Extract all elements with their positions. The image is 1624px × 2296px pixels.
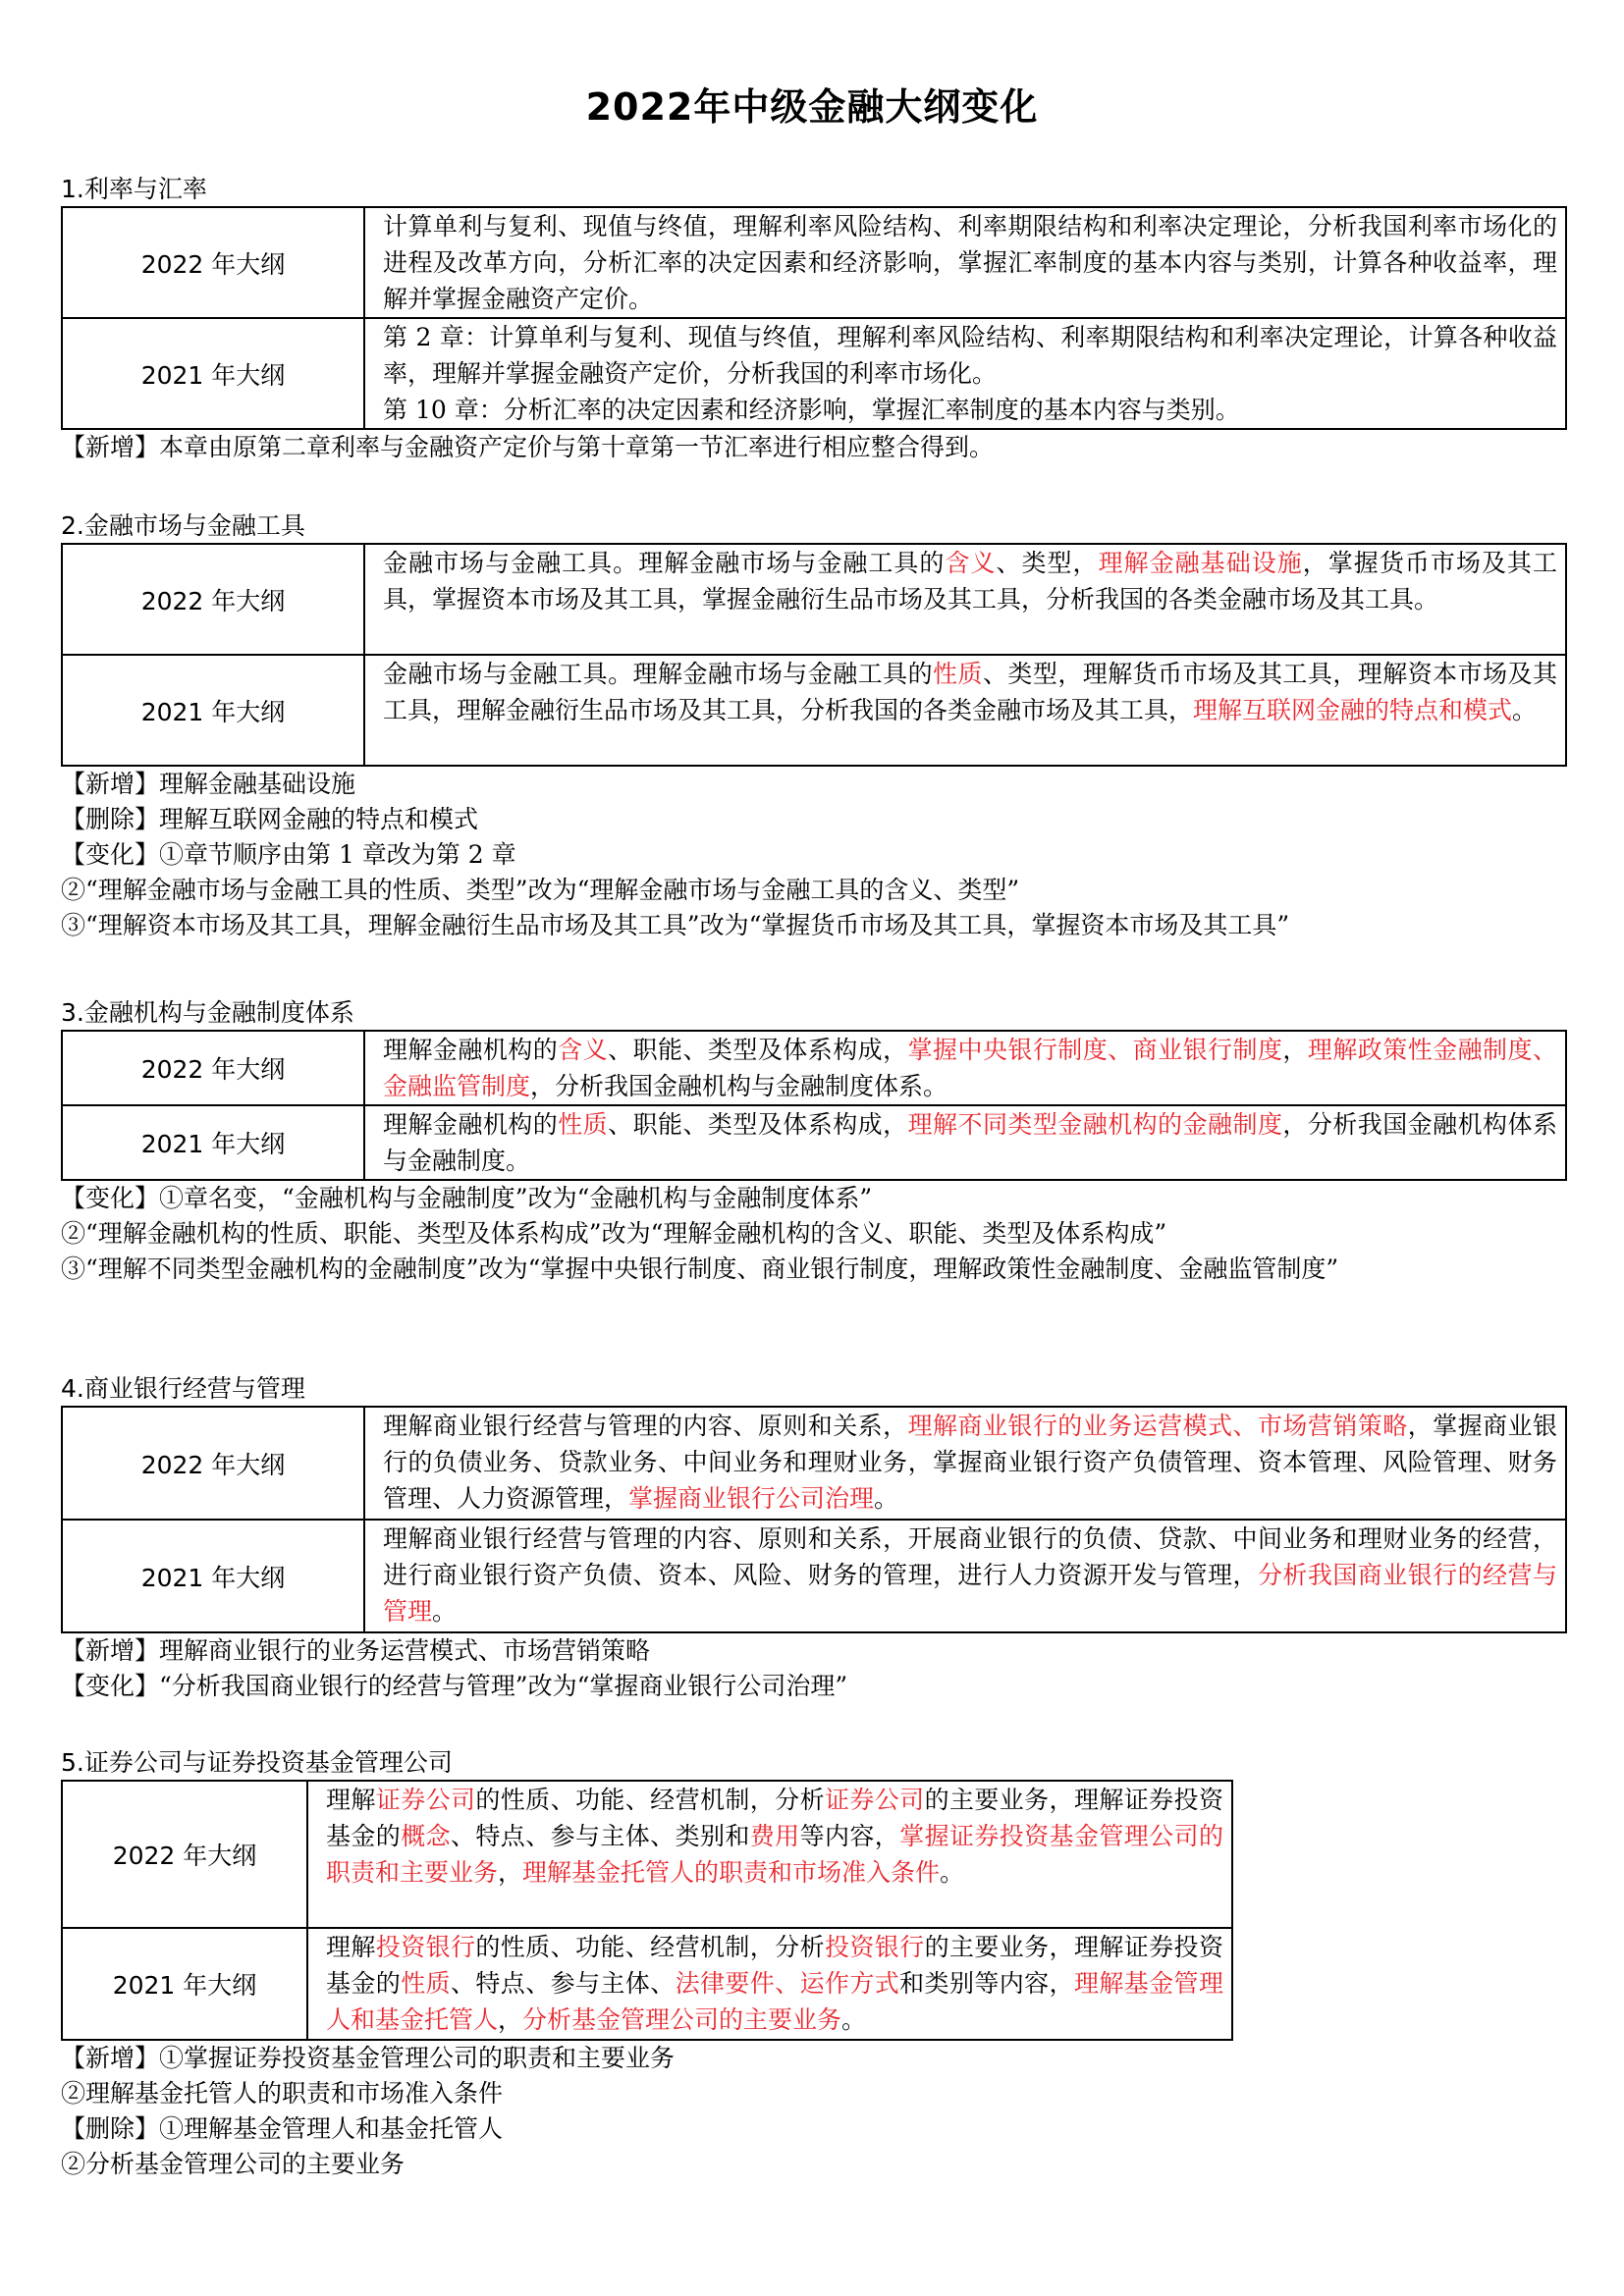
content-line bbox=[383, 319, 1557, 392]
highlighted-text: 分析基金管理公司的主要业务 bbox=[522, 2005, 842, 2034]
highlighted-text: 性质 bbox=[933, 660, 983, 688]
highlighted-text: 投资银行 bbox=[375, 1933, 476, 1961]
row-label: 2021 年大纲 bbox=[62, 1520, 364, 1632]
text-run: ， bbox=[498, 2005, 523, 2034]
content-line bbox=[383, 392, 1557, 428]
row-label: 2021 年大纲 bbox=[62, 1928, 307, 2040]
highlighted-text: 含义 bbox=[945, 549, 997, 577]
text-run: 、类型， bbox=[996, 549, 1099, 577]
row-content bbox=[364, 1520, 1566, 1632]
text-run: 理解金融机构的 bbox=[383, 1036, 559, 1064]
row-label: 2021 年大纲 bbox=[62, 1105, 364, 1180]
row-label: 2021 年大纲 bbox=[62, 318, 364, 429]
section-4 bbox=[61, 1372, 1567, 1704]
highlighted-text: 掌握证券投资基金管理公司的职责和主要业务 bbox=[326, 1822, 1223, 1887]
text-run: 第 2 章：计算单利与复利、现值与终值，理解利率风险结构、利率期限结构和利率决定理论，计算各种收益率，理解并掌握金融资产定价，分析我国的利率市场化。 bbox=[383, 323, 1557, 388]
row-content bbox=[364, 1105, 1566, 1180]
section-2 bbox=[61, 509, 1567, 943]
highlighted-text: 概念 bbox=[401, 1822, 451, 1850]
highlighted-text: 投资银行 bbox=[824, 1933, 925, 1961]
highlighted-text: 分析我国商业银行的经营与管理 bbox=[383, 1561, 1557, 1626]
highlighted-text: 法律要件、运作方式 bbox=[675, 1969, 900, 1998]
text-run: 、职能、类型及体系构成， bbox=[608, 1036, 908, 1064]
text-run: 金融市场与金融工具。理解金融市场与金融工具的 bbox=[383, 549, 946, 577]
text-run: 理解 bbox=[326, 1786, 376, 1814]
text-run: ，分析我国金融机构体系与金融制度。 bbox=[383, 1110, 1557, 1175]
outline-table bbox=[61, 1030, 1567, 1181]
note-item: 【新增】理解商业银行的业务运营模式、市场营销策略 bbox=[61, 1636, 651, 1665]
note-item: 【变化】①章节顺序由第 1 章改为第 2 章 bbox=[61, 840, 516, 869]
row-label: 2022 年大纲 bbox=[62, 1781, 307, 1928]
text-run: 、特点、参与主体、 bbox=[451, 1969, 676, 1998]
outline-table bbox=[61, 543, 1567, 767]
note-item: 【新增】本章由原第二章利率与金融资产定价与第十章第一节汇率进行相应整合得到。 bbox=[61, 433, 995, 461]
change-notes bbox=[61, 2041, 1233, 2182]
text-run: ，分析我国金融机构与金融制度体系。 bbox=[530, 1072, 948, 1100]
text-run: 第 10 章：分析汇率的决定因素和经济影响，掌握汇率制度的基本内容与类别。 bbox=[383, 396, 1240, 424]
highlighted-text: 理解互联网金融的特点和模式 bbox=[1193, 696, 1513, 724]
row-label: 2022 年大纲 bbox=[62, 544, 364, 655]
text-run: 的性质、功能、经营机制，分析 bbox=[475, 1786, 825, 1814]
section-heading: 2.金融市场与金融工具 bbox=[61, 511, 305, 540]
text-run: 理解商业银行经营与管理的内容、原则和关系， bbox=[383, 1412, 908, 1440]
text-run: 理解金融机构的 bbox=[383, 1110, 559, 1139]
text-run: 。 bbox=[841, 2005, 867, 2034]
text-run: ， bbox=[1282, 1036, 1308, 1064]
text-run: 等内容， bbox=[799, 1822, 900, 1850]
row-content bbox=[364, 1031, 1566, 1105]
text-run: 。 bbox=[432, 1597, 458, 1626]
note-item: ②理解基金托管人的职责和市场准入条件 bbox=[61, 2079, 504, 2108]
row-content bbox=[364, 207, 1566, 318]
text-run: 的主要业务，理解证券投资基金的 bbox=[326, 1933, 1223, 1998]
section-heading: 3.金融机构与金融制度体系 bbox=[61, 998, 354, 1027]
highlighted-text: 性质 bbox=[558, 1110, 609, 1139]
highlighted-text: 费用 bbox=[749, 1822, 800, 1850]
note-item: 【新增】①掌握证券投资基金管理公司的职责和主要业务 bbox=[61, 2044, 676, 2072]
note-item: ②分析基金管理公司的主要业务 bbox=[61, 2150, 406, 2178]
section-3 bbox=[61, 996, 1567, 1287]
outline-table bbox=[61, 206, 1567, 430]
note-item: 【变化】“分析我国商业银行的经营与管理”改为“掌握商业银行公司治理” bbox=[61, 1672, 848, 1700]
note-item: ③“理解不同类型金融机构的金融制度”改为“掌握中央银行制度、商业银行制度，理解政策性金融制度、金融监管制度” bbox=[61, 1255, 1339, 1283]
row-content bbox=[364, 655, 1566, 766]
highlighted-text: 证券公司 bbox=[375, 1786, 476, 1814]
note-item: 【删除】理解互联网金融的特点和模式 bbox=[61, 805, 479, 833]
row-label: 2022 年大纲 bbox=[62, 207, 364, 318]
row-label: 2021 年大纲 bbox=[62, 655, 364, 766]
text-run: 、特点、参与主体、类别和 bbox=[451, 1822, 750, 1850]
row-content bbox=[364, 1407, 1566, 1520]
change-notes bbox=[61, 430, 1567, 465]
change-notes bbox=[61, 767, 1567, 943]
highlighted-text: 理解不同类型金融机构的金融制度 bbox=[907, 1110, 1283, 1139]
highlighted-text: 理解基金管理人和基金托管人 bbox=[326, 1969, 1223, 2034]
change-notes bbox=[61, 1633, 1567, 1704]
row-content bbox=[307, 1781, 1232, 1928]
text-run: ，掌握货币市场及其工具，掌握资本市场及其工具，掌握金融衍生品市场及其工具，分析我国的各类金融市场及其工具。 bbox=[383, 549, 1557, 614]
text-run: ，掌握商业银行的负债业务、贷款业务、中间业务和理财业务，掌握商业银行资产负债管理、资本管理、风险管理、财务管理、人力资源管理， bbox=[383, 1412, 1557, 1513]
text-run: 理解商业银行经营与管理的内容、原则和关系，开展商业银行的负债、贷款、中间业务和理财业务的经营，进行商业银行资产负债、资本、风险、财务的管理，进行人力资源开发与管理， bbox=[383, 1524, 1557, 1589]
outline-table bbox=[61, 1406, 1567, 1633]
section-heading: 1.利率与汇率 bbox=[61, 175, 207, 203]
text-run: 、类型，理解货币市场及其工具，理解资本市场及其工具，理解金融衍生品市场及其工具，分析我国的各类金融市场及其工具， bbox=[383, 660, 1557, 724]
outline-table bbox=[61, 1780, 1233, 2041]
highlighted-text: 理解商业银行的业务运营模式、市场营销策略 bbox=[907, 1412, 1408, 1440]
note-item: 【新增】理解金融基础设施 bbox=[61, 770, 356, 798]
change-notes bbox=[61, 1181, 1567, 1287]
text-run: 计算单利与复利、现值与终值，理解利率风险结构、利率期限结构和利率决定理论，分析我国利率市场化的进程及改革方向，分析汇率的决定因素和经济影响，掌握汇率制度的基本内容与类别，计算各种收益率，理解并掌握金融资产定价。 bbox=[383, 212, 1557, 313]
text-run: 和类别等内容， bbox=[899, 1969, 1074, 1998]
section-5 bbox=[61, 1746, 1233, 2182]
highlighted-text: 性质 bbox=[401, 1969, 451, 1998]
highlighted-text: 理解金融基础设施 bbox=[1098, 549, 1303, 577]
section-heading: 4.商业银行经营与管理 bbox=[61, 1374, 305, 1403]
highlighted-text: 证券公司 bbox=[824, 1786, 925, 1814]
text-run: 。 bbox=[940, 1858, 965, 1887]
page-title: 2022年中级金融大纲变化 bbox=[585, 85, 1039, 129]
highlighted-text: 理解政策性金融制度、金融监管制度 bbox=[383, 1036, 1557, 1100]
text-run: 的主要业务，理解证券投资基金的 bbox=[326, 1786, 1223, 1850]
note-item: 【变化】①章名变，“金融机构与金融制度”改为“金融机构与金融制度体系” bbox=[61, 1184, 873, 1212]
row-content bbox=[364, 318, 1566, 429]
note-item: ②“理解金融市场与金融工具的性质、类型”改为“理解金融市场与金融工具的含义、类型” bbox=[61, 876, 1020, 904]
section-1 bbox=[61, 173, 1567, 465]
highlighted-text: 掌握中央银行制度、商业银行制度 bbox=[907, 1036, 1283, 1064]
note-item: ③“理解资本市场及其工具，理解金融衍生品市场及其工具”改为“掌握货币市场及其工具，掌握资本市场及其工具” bbox=[61, 911, 1290, 939]
text-run: 。 bbox=[874, 1484, 899, 1513]
text-run: ， bbox=[498, 1858, 523, 1887]
highlighted-text: 含义 bbox=[558, 1036, 609, 1064]
text-run: 。 bbox=[1512, 696, 1538, 724]
row-label: 2022 年大纲 bbox=[62, 1407, 364, 1520]
note-item: ②“理解金融机构的性质、职能、类型及体系构成”改为“理解金融机构的含义、职能、类型及体系构成” bbox=[61, 1219, 1167, 1248]
note-item: 【删除】①理解基金管理人和基金托管人 bbox=[61, 2114, 504, 2143]
row-content bbox=[307, 1928, 1232, 2040]
text-run: 理解 bbox=[326, 1933, 376, 1961]
text-run: 、职能、类型及体系构成， bbox=[608, 1110, 908, 1139]
highlighted-text: 理解基金托管人的职责和市场准入条件 bbox=[522, 1858, 941, 1887]
text-run: 的性质、功能、经营机制，分析 bbox=[475, 1933, 825, 1961]
row-content bbox=[364, 544, 1566, 655]
text-run: 金融市场与金融工具。理解金融市场与金融工具的 bbox=[383, 660, 934, 688]
highlighted-text: 掌握商业银行公司治理 bbox=[628, 1484, 875, 1513]
section-heading: 5.证券公司与证券投资基金管理公司 bbox=[61, 1748, 453, 1777]
row-label: 2022 年大纲 bbox=[62, 1031, 364, 1105]
